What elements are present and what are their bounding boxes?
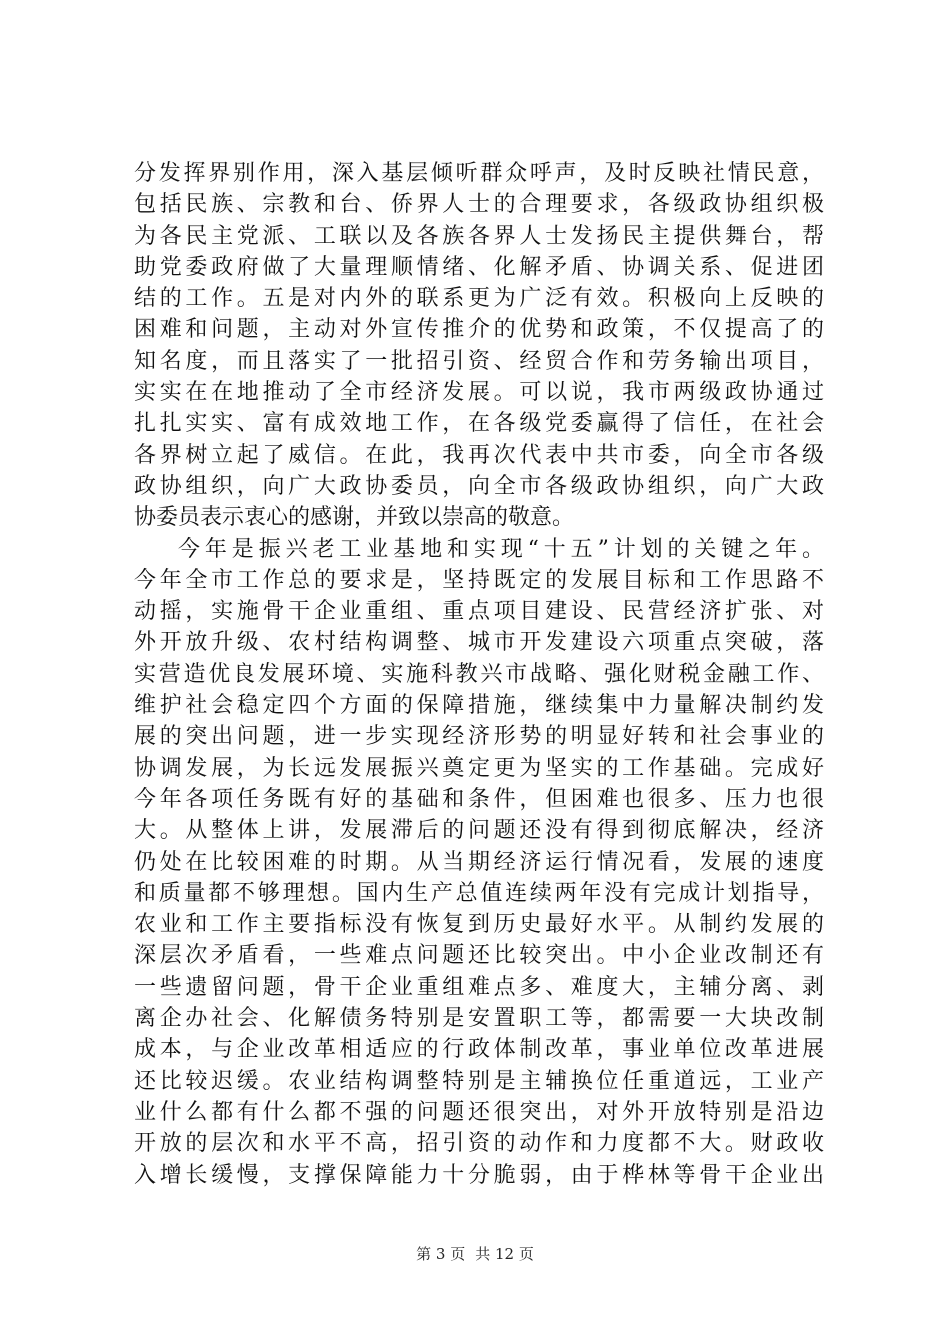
- text-line: 农业和工作主要指标没有恢复到历史最好水平。从制约发展的: [134, 912, 824, 938]
- text-line: 助党委政府做了大量理顺情绪、化解矛盾、协调关系、促进团: [134, 254, 824, 280]
- text-line: 还比较迟缓。农业结构调整特别是主辅换位任重道远，工业产: [134, 1068, 824, 1094]
- text-line: 扎扎实实、富有成效地工作，在各级党委赢得了信任，在社会: [134, 411, 824, 437]
- text-line: 各界树立起了威信。在此，我再次代表中共市委，向全市各级: [134, 442, 824, 468]
- text-line: 离企办社会、化解债务特别是安置职工等，都需要一大块改制: [134, 1006, 824, 1032]
- text-line: 分发挥界别作用，深入基层倾听群众呼声，及时反映社情民意，: [134, 161, 824, 186]
- page-number: 第 3 页: [416, 1245, 466, 1263]
- text-line: 为各民主党派、工联以及各族各界人士发扬民主提供舞台，帮: [134, 223, 824, 249]
- text-line: 政协组织，向广大政协委员，向全市各级政协组织，向广大政: [134, 473, 824, 499]
- text-line: 深层次矛盾看，一些难点问题还比较突出。中小企业改制还有: [134, 943, 824, 969]
- text-line: 一些遗留问题，骨干企业重组难点多、难度大，主辅分离、剥: [134, 974, 824, 1000]
- text-line: 大。从整体上讲，发展滞后的问题还没有得到彻底解决，经济: [134, 818, 824, 844]
- text-line: 展的突出问题，进一步实现经济形势的明显好转和社会事业的: [134, 724, 824, 750]
- text-line: 今年各项任务既有好的基础和条件，但困难也很多、压力也很: [134, 786, 824, 812]
- text-line: 和质量都不够理想。国内生产总值连续两年没有完成计划指导，: [134, 880, 824, 906]
- text-line: 开放的层次和水平不高，招引资的动作和力度都不大。财政收: [134, 1131, 824, 1157]
- page-footer: [0, 1243, 950, 1264]
- text-line: 协调发展，为长远发展振兴奠定更为坚实的工作基础。完成好: [134, 755, 824, 781]
- text-line: 知名度，而且落实了一批招引资、经贸合作和劳务输出项目，: [134, 348, 824, 374]
- text-line: 入增长缓慢，支撑保障能力十分脆弱，由于桦林等骨干企业出: [134, 1162, 824, 1188]
- text-line: 外开放升级、农村结构调整、城市开发建设六项重点突破，落: [134, 630, 824, 656]
- text-line: 今年全市工作总的要求是，坚持既定的发展目标和工作思路不: [134, 567, 824, 593]
- text-line: 维护社会稳定四个方面的保障措施，继续集中力量解决制约发: [134, 693, 824, 719]
- text-line: 实实在在地推动了全市经济发展。可以说，我市两级政协通过: [134, 380, 824, 406]
- text-line: 结的工作。五是对内外的联系更为广泛有效。积极向上反映的: [134, 286, 824, 312]
- text-line: 实营造优良发展环境、实施科教兴市战略、强化财税金融工作、: [134, 661, 824, 687]
- body-text: [134, 158, 824, 1191]
- paragraph-start-line: 今年是振兴老工业基地和实现“十五”计划的关键之年。: [178, 536, 824, 562]
- text-line: 包括民族、宗教和台、侨界人士的合理要求，各级政协组织极: [134, 192, 824, 218]
- text-line: 困难和问题，主动对外宣传推介的优势和政策，不仅提高了的: [134, 317, 824, 343]
- text-line: 动摇，实施骨干企业重组、重点项目建设、民营经济扩张、对: [134, 599, 824, 625]
- page-total: 共 12 页: [475, 1245, 534, 1263]
- text-line: 仍处在比较困难的时期。从当期经济运行情况看，发展的速度: [134, 849, 824, 875]
- text-line: 业什么都有什么都不强的问题还很突出，对外开放特别是沿边: [134, 1099, 824, 1125]
- text-line: 成本，与企业改革相适应的行政体制改革，事业单位改革进展: [134, 1037, 824, 1063]
- text-line: 协委员表示衷心的感谢，并致以崇高的敬意。: [134, 505, 575, 531]
